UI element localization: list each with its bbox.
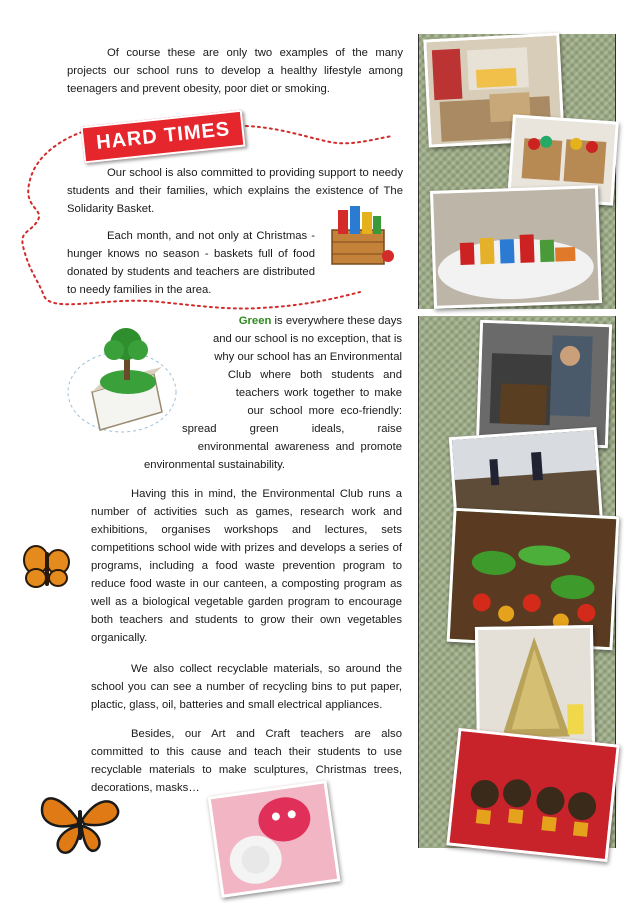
monarch-butterfly-icon — [38, 790, 124, 858]
green-line-4: Club where both students and — [227, 369, 402, 381]
solidarity-paragraph: Our school is also committed to providing support to needy students and their families, which explains the existence of The Solidarity Basket. — [67, 167, 403, 215]
photo-pink-masks — [207, 780, 340, 898]
intro-paragraph: Of course these are only two examples of the many projects our school runs to develop a healthy lifestyle among teenagers and prevent obesity, poor diet or smoking. — [67, 47, 403, 95]
hard-times-title: HARD TIMES — [81, 110, 246, 164]
green-line-7: spread green ideals, raise — [182, 423, 402, 435]
photo-crafts — [446, 728, 619, 862]
green-line-6: our school more eco-friendly: — [247, 405, 402, 417]
recycle-paragraph: We also collect recyclable materials, so around the school you can see a number of recycling bins to put paper, plactic, glass, oil, batteries and small electrical appliances. — [91, 663, 402, 711]
green-highlight: Green — [238, 315, 272, 327]
green-line-9: environmental sustainability. — [144, 459, 286, 471]
green-line-8: environmental awareness and promote — [197, 441, 402, 453]
monthly-basket-paragraph: Each month, and not only at Christmas - hunger knows no season - baskets full of food donated by students and teachers are distributed to needy families in the area. — [67, 230, 315, 296]
green-paragraph — [130, 312, 402, 456]
green-line-2: and our school is no exception, that is — [212, 333, 402, 345]
green-line-9-box — [144, 456, 404, 474]
green-line-3: why our school has an Environmental — [214, 351, 402, 363]
activities-paragraph: Having this in mind, the Environmental Club runs a number of activities such as games, research work and exhibitions, organises workshops and lectures, sets competitions school wide with prizes and develops a series of programs, including a food waste prevention program to reduce food waste in our canteen, a composting program as well as a biological vegetable garden program to encourage both teachers and students to grow their own vegetables organically. — [91, 488, 402, 644]
green-line-1: is everywhere these days — [274, 315, 402, 327]
green-line-5: teachers work together to make — [235, 387, 402, 399]
butterfly-icon — [22, 544, 72, 590]
photo-food-table — [430, 185, 602, 309]
art-paragraph: Besides, our Art and Craft teachers are also committed to this cause and teach their students to use recyclable materials to make sculptures, Christmas trees, decorations, masks… — [91, 728, 402, 794]
